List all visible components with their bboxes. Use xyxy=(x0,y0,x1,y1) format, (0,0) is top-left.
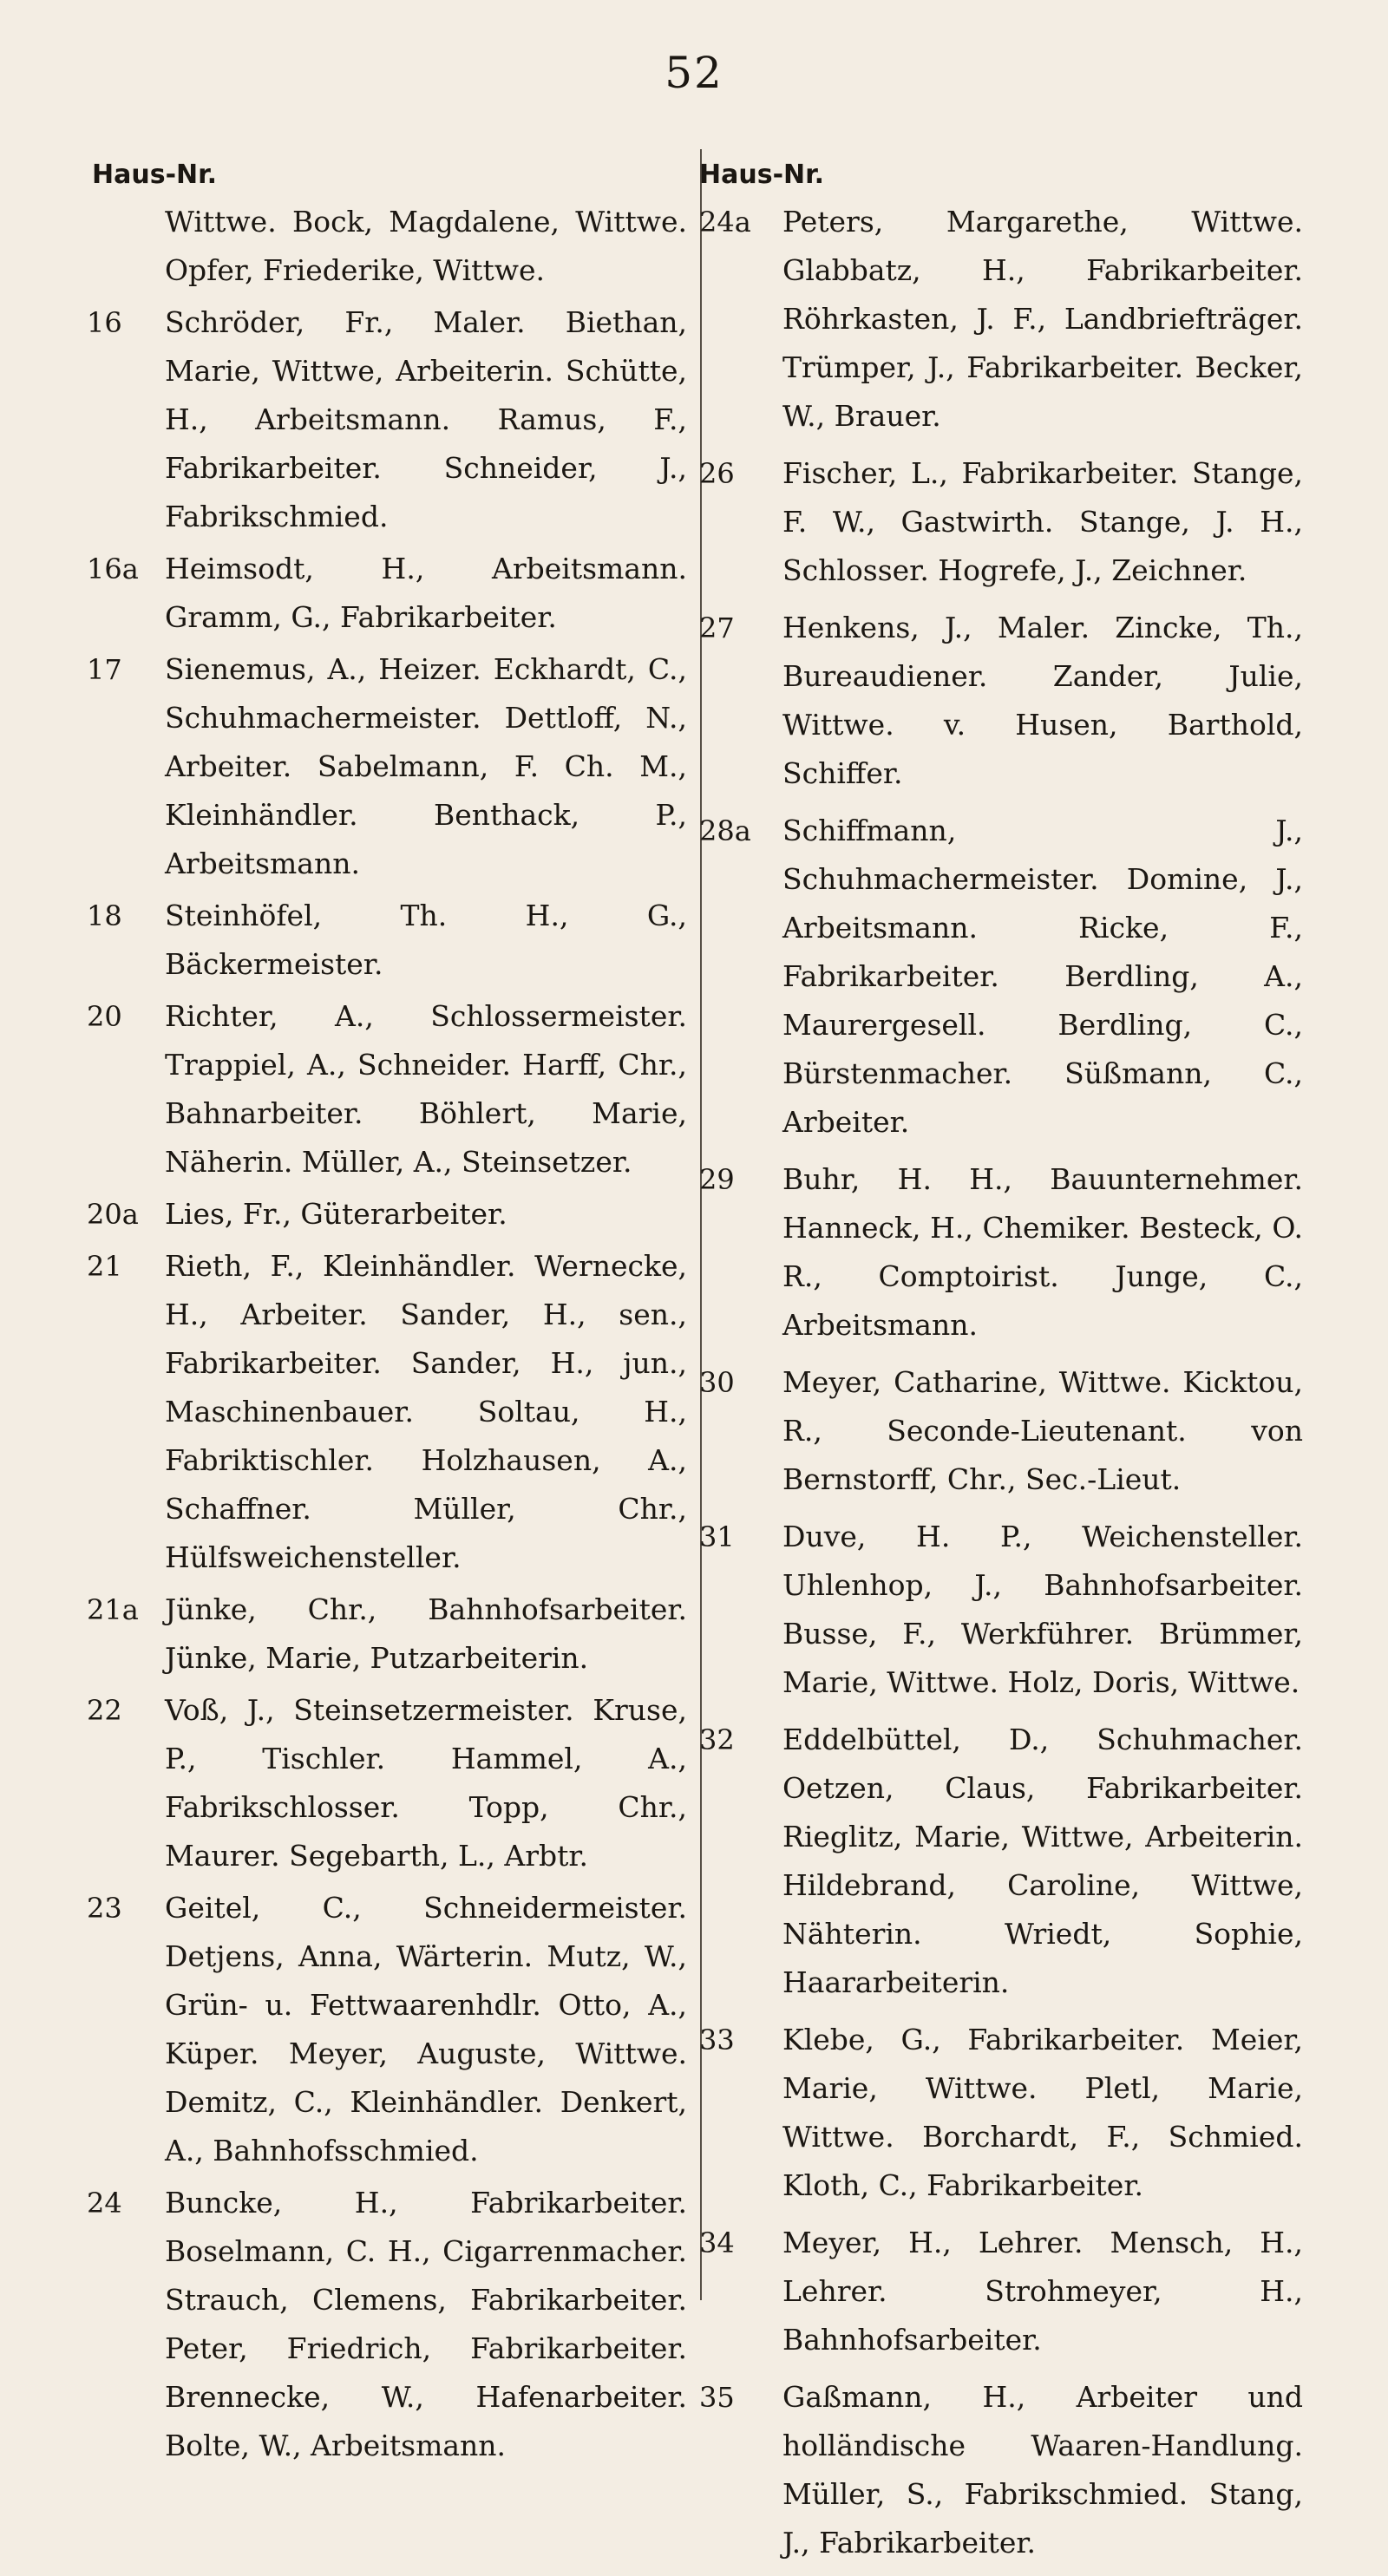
resident-list: Duve, H. P., Weichensteller. Uhlenhop, J., Bahnhofsarbeiter. Busse, F., Werkführer. Brümmer, Marie, Wittwe. Holz, Doris, Wittwe. xyxy=(782,1520,1303,1699)
house-entry xyxy=(83,2179,692,2470)
resident-list: Buncke, H., Fabrikarbeiter. Boselmann, C. H., Cigarrenmacher. Strauch, Clemens, Fabrikarbeiter. Peter, Friedrich, Fabrikarbeiter. Brennecke, W., Hafenarbeiter. Bolte, W., Arbeitsmann. xyxy=(165,2186,687,2462)
house-number: 24a xyxy=(699,206,751,239)
left-column-header: Haus-Nr. xyxy=(92,160,218,190)
resident-list: Lies, Fr., Güterarbeiter. xyxy=(165,1197,507,1231)
house-number: 31 xyxy=(699,1520,735,1553)
house-number: 26 xyxy=(699,457,735,490)
house-number: 33 xyxy=(699,2024,735,2056)
house-number: 16a xyxy=(87,552,139,585)
house-number: 29 xyxy=(699,1163,735,1196)
resident-list: Peters, Margarethe, Wittwe. Glabbatz, H., Fabrikarbeiter. Röhrkasten, J. F., Landbriefträger. Trümper, J., Fabrikarbeiter. Becker, W., Brauer. xyxy=(782,205,1303,433)
house-number: 28a xyxy=(699,814,751,847)
house-number: 34 xyxy=(699,2226,735,2259)
house-entry xyxy=(83,198,692,295)
resident-list: Heimsodt, H., Arbeitsmann. Gramm, G., Fabrikarbeiter. xyxy=(165,552,687,634)
house-entry xyxy=(83,892,692,989)
resident-list: Gaßmann, H., Arbeiter und holländische Waaren-Handlung. Müller, S., Fabrikschmied. Stang, J., Fabrikarbeiter. xyxy=(782,2380,1303,2560)
house-number: 16 xyxy=(87,306,122,339)
page-number: 52 xyxy=(665,48,723,98)
resident-list: Voß, J., Steinsetzermeister. Kruse, P., Tischler. Hammel, A., Fabrikschlosser. Topp, Chr., Maurer. Segebarth, L., Arbtr. xyxy=(165,1693,687,1873)
house-number: 21 xyxy=(87,1250,122,1283)
house-entry xyxy=(83,545,692,642)
resident-list: Jünke, Chr., Bahnhofsarbeiter. Jünke, Marie, Putzarbeiterin. xyxy=(165,1592,687,1675)
resident-list: Schiffmann, J., Schuhmachermeister. Domine, J., Arbeitsmann. Ricke, F., Fabrikarbeiter. Berdling, A., Maurergesell. Berdling, C., Bürstenmacher. Süßmann, C., Arbeiter. xyxy=(782,814,1303,1139)
resident-list: Richter, A., Schlossermeister. Trappiel, A., Schneider. Harff, Chr., Bahnarbeiter. Böhlert, Marie, Näherin. Müller, A., Steinsetzer. xyxy=(165,999,687,1179)
resident-list: Eddelbüttel, D., Schuhmacher. Oetzen, Claus, Fabrikarbeiter. Rieglitz, Marie, Wittwe, Arbeiterin. Hildebrand, Caroline, Wittwe, Nähterin. Wriedt, Sophie, Haararbeiterin. xyxy=(782,1723,1303,1999)
house-entry xyxy=(699,2016,1308,2210)
house-number: 22 xyxy=(87,1694,122,1727)
right-column-header: Haus-Nr. xyxy=(699,160,825,190)
resident-list: Henkens, J., Maler. Zincke, Th., Bureaudiener. Zander, Julie, Wittwe. v. Husen, Barthold, Schiffer. xyxy=(782,611,1303,790)
resident-list: Buhr, H. H., Bauunternehmer. Hanneck, H., Chemiker. Besteck, O. R., Comptoirist. Junge, C., Arbeitsmann. xyxy=(782,1162,1303,1342)
resident-list: Rieth, F., Kleinhändler. Wernecke, H., Arbeiter. Sander, H., sen., Fabrikarbeiter. Sander, H., jun., Maschinenbauer. Soltau, H., Fabriktischler. Holzhausen, A., Schaffner. Müller, Chr., Hülfsweichensteller. xyxy=(165,1249,687,1574)
resident-list: Geitel, C., Schneidermeister. Detjens, Anna, Wärterin. Mutz, W., Grün- u. Fettwaarenhdlr. Otto, A., Küper. Meyer, Auguste, Wittwe. Demitz, C., Kleinhändler. Denkert, A., Bahnhofsschmied. xyxy=(165,1891,687,2167)
house-number: 24 xyxy=(87,2187,122,2220)
house-entry xyxy=(699,604,1308,798)
house-entry xyxy=(83,1190,692,1239)
house-entry xyxy=(699,449,1308,595)
house-number xyxy=(83,198,165,295)
house-entry xyxy=(83,1686,692,1880)
house-entry xyxy=(699,1513,1308,1707)
right-column xyxy=(699,153,1308,2576)
resident-list: Meyer, H., Lehrer. Mensch, H., Lehrer. Strohmeyer, H., Bahnhofsarbeiter. xyxy=(782,2226,1303,2357)
resident-list: Wittwe. Bock, Magdalene, Wittwe. Opfer, Friederike, Wittwe. xyxy=(165,205,687,287)
resident-list: Sienemus, A., Heizer. Eckhardt, C., Schuhmachermeister. Dettloff, N., Arbeiter. Sabelmann, F. Ch. M., Kleinhändler. Benthack, P., Arbeitsmann. xyxy=(165,652,687,880)
house-entry xyxy=(83,1242,692,1582)
resident-list: Klebe, G., Fabrikarbeiter. Meier, Marie, Wittwe. Pletl, Marie, Wittwe. Borchardt, F., Schmied. Kloth, C., Fabrikarbeiter. xyxy=(782,2023,1303,2202)
house-entry xyxy=(83,645,692,888)
house-entry xyxy=(699,1155,1308,1350)
left-column xyxy=(83,153,692,2474)
resident-list: Meyer, Catharine, Wittwe. Kicktou, R., Seconde-Lieutenant. von Bernstorff, Chr., Sec.-Lieut. xyxy=(782,1365,1303,1496)
resident-list: Schröder, Fr., Maler. Biethan, Marie, Wittwe, Arbeiterin. Schütte, H., Arbeitsmann. Ramus, F., Fabrikarbeiter. Schneider, J., Fabrikschmied. xyxy=(165,305,687,533)
right-entries xyxy=(699,198,1308,2567)
house-number: 20a xyxy=(87,1198,139,1231)
resident-list: Steinhöfel, Th. H., G., Bäckermeister. xyxy=(165,899,687,981)
house-entry xyxy=(699,807,1308,1147)
house-entry xyxy=(699,198,1308,441)
house-number: 27 xyxy=(699,611,735,644)
house-number: 23 xyxy=(87,1892,122,1925)
house-number: 35 xyxy=(699,2381,735,2414)
house-number: 32 xyxy=(699,1723,735,1756)
house-entry xyxy=(83,1585,692,1683)
house-entry xyxy=(699,1716,1308,2007)
house-number: 21a xyxy=(87,1593,139,1626)
house-number: 18 xyxy=(87,899,122,932)
house-number: 20 xyxy=(87,1000,122,1033)
house-entry xyxy=(83,298,692,541)
house-entry xyxy=(83,992,692,1187)
house-entry xyxy=(699,1358,1308,1504)
resident-list: Fischer, L., Fabrikarbeiter. Stange, F. W., Gastwirth. Stange, J. H., Schlosser. Hogrefe, J., Zeichner. xyxy=(782,456,1303,587)
house-entry xyxy=(699,2219,1308,2364)
house-entry xyxy=(699,2373,1308,2567)
house-entry xyxy=(83,1884,692,2175)
left-entries xyxy=(83,198,692,2470)
house-number: 17 xyxy=(87,653,122,686)
house-number: 30 xyxy=(699,1366,735,1399)
